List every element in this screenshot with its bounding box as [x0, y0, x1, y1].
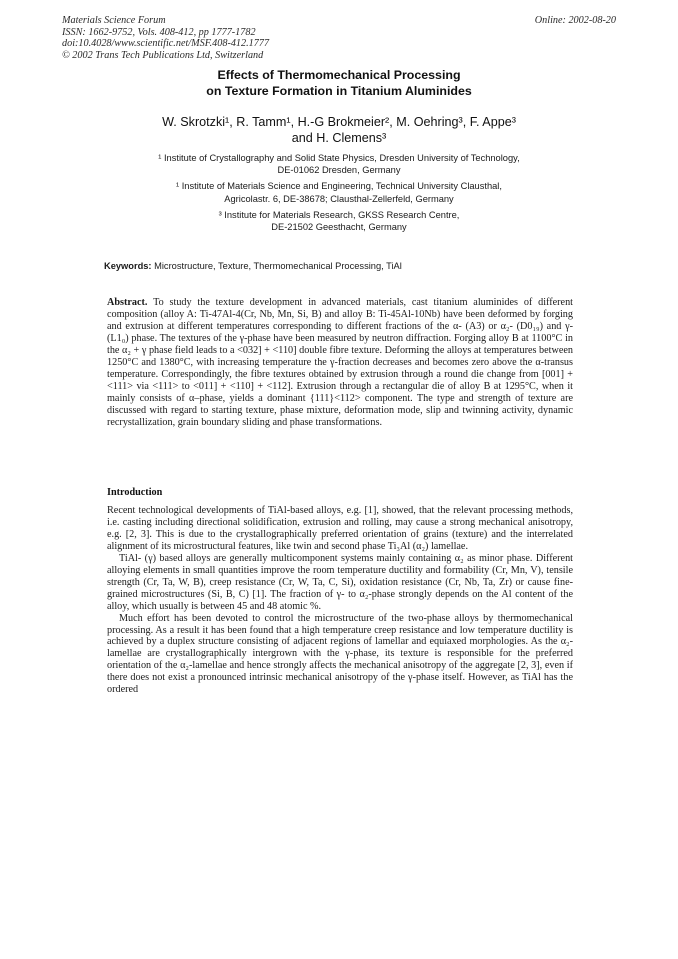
introduction-body [107, 505, 573, 696]
journal-copyright: © 2002 Trans Tech Publications Ltd, Switzerland [62, 49, 264, 61]
authors-line-1: W. Skrotzki¹, R. Tamm¹, H.-G Brokmeier², M. Oehring³, F. Appe³ [162, 115, 516, 129]
abstract-label: Abstract. [107, 297, 148, 308]
keywords-text: Microstructure, Texture, Thermomechanical Processing, TiAl [154, 261, 402, 271]
section-heading-introduction: Introduction [107, 487, 163, 498]
journal-issn: ISSN: 1662-9752, Vols. 408-412, pp 1777-1782 [62, 26, 256, 38]
affiliation-2 [0, 180, 678, 204]
affiliation-3-line-1: ³ Institute for Materials Research, GKSS Research Centre, [218, 209, 460, 220]
affiliation-1-line-1: ¹ Institute of Crystallography and Solid State Physics, Dresden University of Technology, [158, 153, 520, 163]
affiliation-2-line-1: ¹ Institute of Materials Science and Engineering, Technical University Clausthal, [176, 181, 502, 192]
intro-paragraph-3: Much effort has been devoted to control the microstructure of the two-phase alloys by thermomechanical processing. As a result it has been found that a high temperature creep resistance and low temperature ductility is achieved by a duplex structure consisting of adjacent regions of lamellar and equiaxed morphologies. As the α₂-lamellae are crystallographically intergrown with the γ-phase, its texture is responsible for the preferred orientation of the α₂-lamellae and hence strongly affects the mechanical anisotropy of the aggregate [2, 3], even if there does not exist a pronounced intrinsic mechanical anisotropy of the γ-phase itself. However, as TiAl has the ordered [107, 612, 573, 696]
abstract-text: To study the texture development in advanced materials, cast titanium aluminides of different composition (alloy A: Ti-47Al-4(Cr, Nb, Mn, Si, B) and alloy B: Ti-45Al-10Nb) have been deformed by forging and extrusion at different temperatures corresponding to different fractions of the α- (A3) or α₂- (D0₁₉) and γ- (L1₀) phase. The textures of the γ-phase have been measured by neutron diffraction. Forging alloy B at 1100°C in the α₂ + γ phase field leads to a <032] + <110] double fibre texture. Deforming the alloys at temperatures between 1250°C and 1380°C, with increasing temperature the γ-fraction decreases and becomes zero above the α-transus temperature. Correspondingly, the fibre textures obtained by extrusion through a round die change from [001] + <111> via <111> to <011] + <110] + <112]. Extrusion through a rectangular die of alloy B at 1295°C, when it mainly consists of α–phase, yields a dominant {111}<112> component. The type and strength of texture are discussed with regard to starting texture, phase mixture, deformation mode, slip and twinning activity, dynamic recrystallization, grain boundary sliding and phase transformations. [107, 297, 573, 428]
keywords-label: Keywords: [104, 261, 152, 271]
intro-paragraph-1: Recent technological developments of TiAl-based alloys, e.g. [1], showed, that the relevant processing methods, i.e. casting including directional solidification, extrusion and rolling, may cause a strong mechanical anisotropy, e.g. [2, 3]. This is due to the crystallographically preferred orientation of grains (texture) and the interrelated alignment of its microstructural features, like twin and second phase Ti₃Al (α₂) lamellae. [107, 505, 573, 552]
intro-paragraph-2: TiAl- (γ) based alloys are generally multicomponent systems mainly containing α₂ as minor phase. Different alloying elements in small quantities improve the room temperature ductility and formability (Cr, Mn, V), tensile strength (Cr, Ta, W, B), creep resistance (Cr, W, Ta, C, Si), oxidation resistance (Cr, Nb, Ta, Zr) or cause fine-grained microstructures (Si, B, C) [1]. The fraction of γ- to α₂-phase strongly depends on the Al content of the alloy, which usually is between 45 and 48 atomic %. [107, 552, 573, 612]
title-line-1: Effects of Thermomechanical Processing [217, 68, 461, 82]
online-date: Online: 2002-08-20 [534, 15, 616, 26]
abstract [107, 297, 573, 428]
authors-line-2: and H. Clemens³ [291, 131, 387, 145]
affiliation-3-line-2: DE-21502 Geesthacht, Germany [271, 222, 407, 233]
affiliation-1 [0, 152, 678, 176]
paper-title [0, 68, 678, 99]
keywords [104, 261, 402, 271]
affiliation-2-line-2: Agricolastr. 6, DE-38678; Clausthal-Zellerfeld, Germany [224, 193, 454, 204]
journal-doi[interactable]: doi:10.4028/www.scientific.net/MSF.408-412.1777 [62, 38, 270, 50]
affiliation-3 [0, 209, 678, 233]
journal-header [62, 15, 269, 61]
title-line-2: on Texture Formation in Titanium Aluminides [206, 83, 472, 98]
affiliation-1-line-2: DE-01062 Dresden, Germany [277, 165, 401, 176]
affiliations [0, 152, 678, 237]
journal-name: Materials Science Forum [62, 15, 166, 26]
author-list [0, 114, 678, 146]
